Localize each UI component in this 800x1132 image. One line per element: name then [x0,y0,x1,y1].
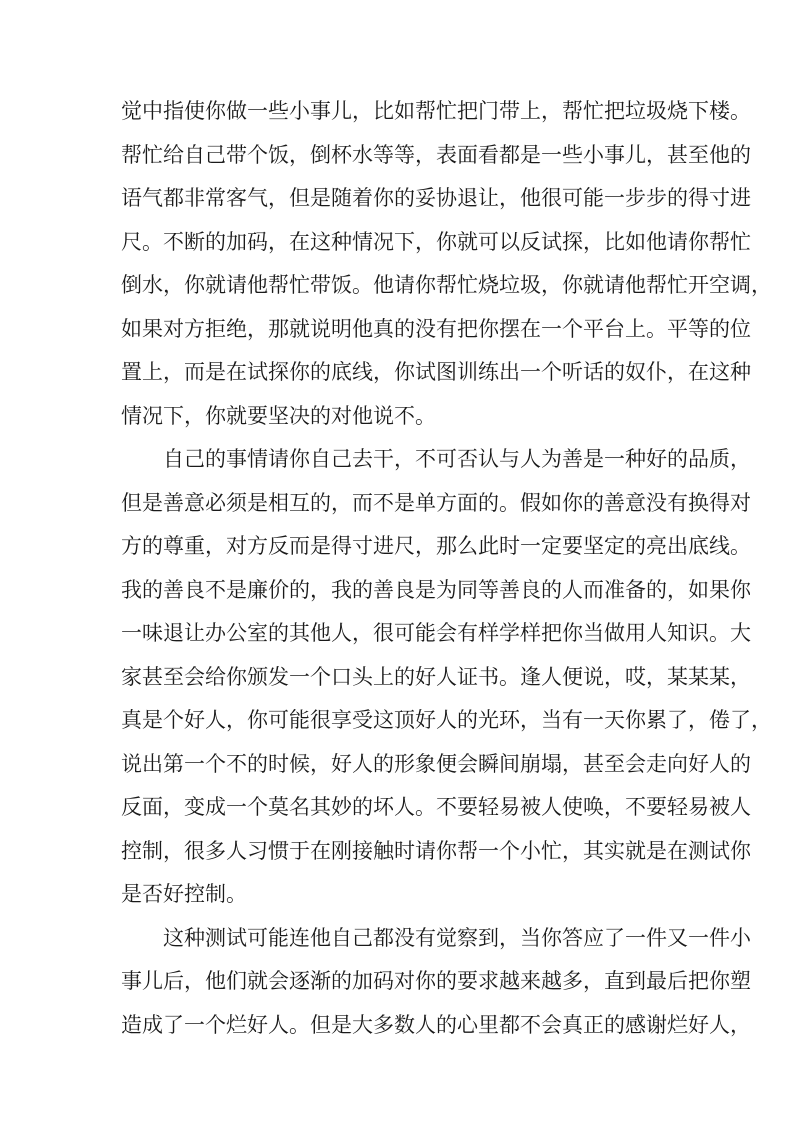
text-line: 控制，很多人习惯于在刚接触时请你帮一个小忙，其实就是在测试你 [121,838,751,863]
text-line: 一味退让办公室的其他人，很可能会有样学样把你当做用人知识。大 [121,621,751,645]
text-line: 我的善良不是廉价的，我的善良是为同等善良的人而准备的，如果你 [121,577,751,602]
document-body [121,90,772,1047]
text-line: 是否好控制。 [121,882,247,906]
text-line: 自己的事情请你自己去干，不可否认与人为善是一种好的品质， [121,447,751,471]
text-line: 语气都非常客气，但是随着你的妥协退让，他很可能一步步的得寸进 [121,186,751,210]
paragraph [121,90,772,438]
text-line: 帮忙给自己带个饭，倒杯水等等，表面看都是一些小事儿，甚至他的 [121,142,751,167]
text-line: 尺。不断的加码，在这种情况下，你就可以反试探，比如他请你帮忙 [121,229,751,254]
text-line: 真是个好人，你可能很享受这顶好人的光环，当有一天你累了，倦了， [121,708,772,732]
paragraph [121,917,751,1048]
text-line: 倒水，你就请他帮忙带饭。他请你帮忙烧垃圾，你就请他帮忙开空调， [121,273,772,297]
text-line: 方的尊重，对方反而是得寸进尺，那么此时一定要坚定的亮出底线。 [121,534,751,558]
text-line: 置上，而是在试探你的底线，你试图训练出一个听话的奴仆，在这种 [121,360,751,384]
text-line: 情况下，你就要坚决的对他说不。 [121,403,436,428]
text-line: 造成了一个烂好人。但是大多数人的心里都不会真正的感谢烂好人， [121,1012,751,1037]
text-line: 如果对方拒绝，那就说明他真的没有把你摆在一个平台上。平等的位 [121,316,751,341]
text-line: 反面，变成一个莫名其妙的坏人。不要轻易被人使唤，不要轻易被人 [121,795,751,819]
text-line: 家甚至会给你颁发一个口头上的好人证书。逢人便说，哎，某某某， [121,664,751,689]
text-line: 事儿后，他们就会逐渐的加码对你的要求越来越多，直到最后把你塑 [121,969,751,993]
text-line: 这种测试可能连他自己都没有觉察到，当你答应了一件又一件小 [121,925,751,950]
paragraph [121,438,772,917]
text-line: 说出第一个不的时候，好人的形象便会瞬间崩塌，甚至会走向好人的 [121,751,751,776]
text-line: 但是善意必须是相互的，而不是单方面的。假如你的善意没有换得对 [121,490,751,515]
text-line: 觉中指使你做一些小事儿，比如帮忙把门带上，帮忙把垃圾烧下楼。 [121,99,751,123]
